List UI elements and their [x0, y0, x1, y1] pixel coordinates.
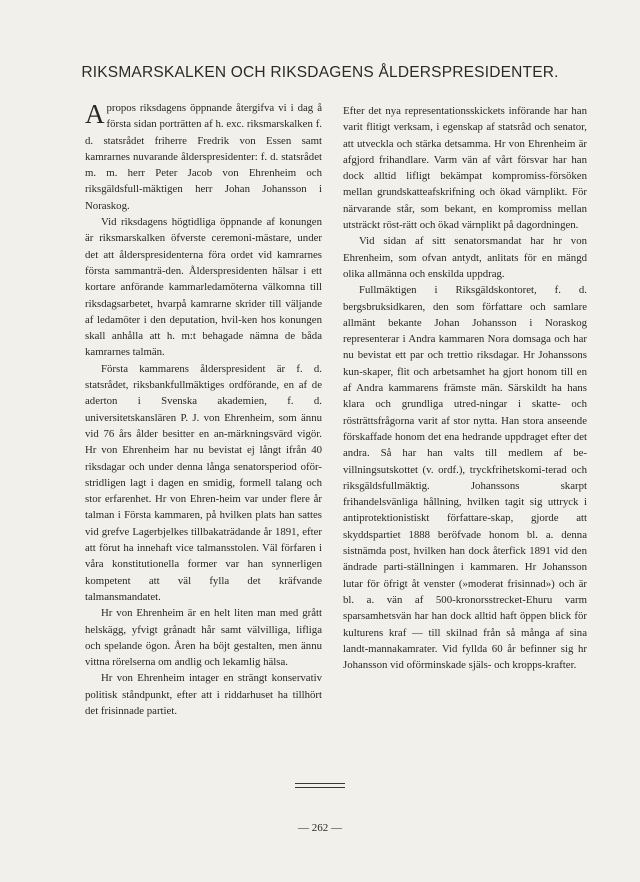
- paragraph: Fullmäktigen i Riksgäldskontoret, f. d. bergsbruksidkaren, den som författare och samlare allmänt bekante Johan Johansson i Noraskog representerar i Andra kammaren Nora domsaga och har nu bevistat ett par och trettio riksdagar. Hr Johanssons kun-skaper, flit och arbetsamhet ha gjort honom till en af Andra kammarens främste män. Särskildt ha hans klara och grundliga utred-ningar i skatte- och rösträttsfrågorna varit af stor nytta. Han stora anseende förskaffade honom det ena hedrande uppdraget efter det andra. Så har han valts till medlem af be-villningsutskottet (v. ordf.), tryckfrihetskomi-terad och riksgäldsfullmäktig. Johanssons skarpt frihandelsvänliga hållning, hvilken tagit sig uttryck i antiprotektionistiskt författare-skap, gjorde att skyddspartiet 1888 beröfvade honom bl. a. denna sistnämda post, hvilken han dock återfick 1891 vid den ändrade parti-ställningen i kammaren. Hr Johansson lutar för öfrigt åt venster (»moderat frisinnad») och är bl. a. vän af 500-kronorsstrecket-Ehuru varm sparsamhetsvän har han dock alltid haft öppen blick för kulturens kraf — till skilnad från så många af sina landt-mannakamrater. Vid fyllda 60 år befinner sig hr Johansson vid oförminskade själs- och kropps-krafter.: [343, 284, 587, 672]
- page-title: RIKSMARSKALKEN OCH RIKSDAGENS ÅLDERSPRESIDENTER.: [81, 64, 559, 81]
- paragraph: [85, 100, 322, 214]
- end-rule: [295, 783, 345, 784]
- left-column: [85, 100, 322, 719]
- right-column: [343, 103, 587, 673]
- paragraph: Hr von Ehrenheim är en helt liten man med grått helskägg, yfvigt grånadt hår samt välvilliga, lifliga och spelande ögon. Åren ha böjt gestalten, men ännu vittna rörelserna om andlig och lekamlig hälsa.: [85, 607, 322, 669]
- paragraph: Vid riksdagens högtidliga öppnande af konungen är riksmarskalken öfverste ceremoni-mästare, under det att ålderspresidenterna föra ordet vid kamrarnes första sammanträ-den. Ålderspresidenten hälsar i ett kortare anförande kammarledamöterna välkomna till riksdagsarbetet, hvarpå kamrarne skrider till väljande af ledamöter i den deputation, hvil-ken hos konungen skall anhålla att h. m:t behagade nämna de båda kamrarnes talmän.: [85, 216, 322, 359]
- drop-cap: A: [85, 99, 105, 129]
- page-number: — 262 —: [298, 822, 342, 834]
- paragraph-text: propos riksdagens öppnande återgifva vi i dag å första sidan porträtten af h. exc. riksmarskalken f. d. statsrådet friherre Fredrik von Essen samt kamrarnes nuvarande ålderspresidenter: f. d. statsrådet m. m. herr Peter Jacob von Ehrenheim och riksgäldsfull-mäktigen herr Johan Johansson i Noraskog.: [85, 102, 322, 212]
- paragraph: Vid sidan af sitt senatorsmandat har hr von Ehrenheim, som ofvan antydt, anlitats för en mängd olika allmänna och enskilda uppdrag.: [343, 235, 587, 280]
- end-rule: [295, 787, 345, 788]
- paragraph: Första kammarens ålderspresident är f. d. statsrådet, riksbankfullmäktiges ordförande, en af de aderton i Svenska akademien, f. d. universitetskanslären P. J. von Ehrenheim, som ännu vid 76 års ålder besitter en an-märkningsvärd vigör. Hr von Ehrenheim har nu bevistat ej långt ifrån 40 riksdagar och under denna långa senatorsperiod oför-stridligen lagt i dagen en smidig, formell talang och stor erfarenhet. Hr von Ehren-heim var under flere år talman i Första kammaren, på hvilken plats han sattes vid grefve Lagerbjelkes tillbakaträdande år 1891, efter att förut ha innehaft vice talmansstolen. Väl förfaren i våra konstitutionella former var han synnerligen kompetent att väl fylla det kräfvande talmansmandatet.: [85, 362, 322, 603]
- paragraph: Hr von Ehrenheim intager en strängt konservativ politisk ståndpunkt, efter att i riddarhuset ha tillhört det frisinnade partiet.: [85, 672, 322, 717]
- paragraph: Efter det nya representationsskickets införande har han varit flitigt verksam, i egenskap af statsråd och senator, att utveckla och stärka detsamma. Hr von Ehrenheim är afgjord frihandlare. Varm vän af vårt försvar har han dock alltid lifligt bekämpat kompromiss-försöken mellan grundskatteafskrifning och ökad värnplikt. För närvarande står, som bekant, en kompromiss mellan utsträckt röst-rätt och ökad värnplikt på dagordningen.: [343, 105, 587, 232]
